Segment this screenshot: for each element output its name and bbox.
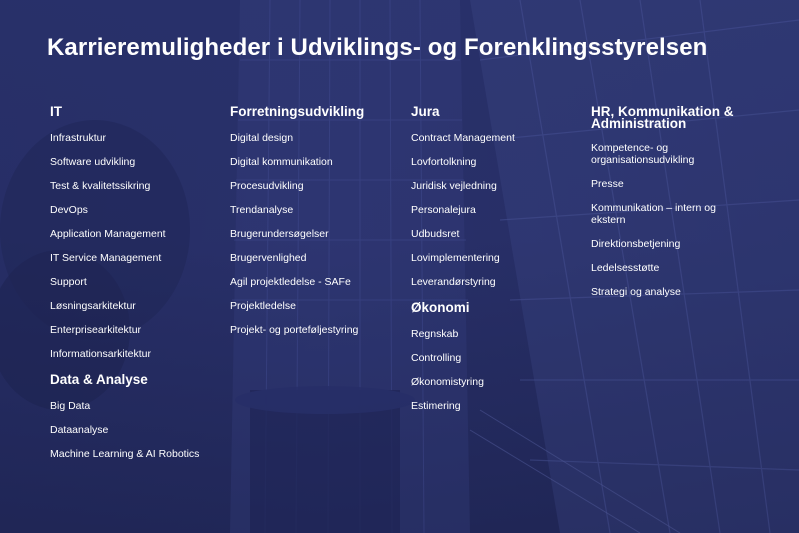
list-item: Machine Learning & AI Robotics — [50, 448, 200, 460]
list-item: Software udvikling — [50, 156, 136, 168]
list-item: Lovimplementering — [411, 252, 500, 264]
list-item: Infrastruktur — [50, 132, 107, 144]
list-item: Controlling — [411, 352, 462, 364]
list-item: Ledelsesstøtte — [591, 262, 660, 274]
list-item: Application Management — [50, 228, 166, 240]
section-heading-jura: Jura — [411, 104, 440, 119]
section-heading-forretningsudvikling: Forretningsudvikling — [230, 104, 365, 119]
list-it — [50, 132, 228, 360]
list-item: Kompetence- og organisationsudvikling — [591, 142, 695, 166]
list-forretningsudvikling — [230, 132, 408, 336]
list-item: Brugerundersøgelser — [230, 228, 329, 240]
list-item: Estimering — [411, 400, 461, 412]
section-heading-it: IT — [50, 104, 62, 119]
section-heading-oekonomi: Økonomi — [411, 300, 470, 315]
list-item: DevOps — [50, 204, 88, 216]
list-item: IT Service Management — [50, 252, 162, 264]
section-heading-data-analyse: Data & Analyse — [50, 372, 148, 387]
list-item: Test & kvalitetssikring — [50, 180, 151, 192]
list-data-analyse — [50, 400, 228, 460]
list-item: Projekt- og porteføljestyring — [230, 324, 359, 336]
list-oekonomi — [411, 328, 589, 412]
list-item: Brugervenlighed — [230, 252, 307, 264]
column-jura — [411, 106, 589, 424]
list-item: Økonomistyring — [411, 376, 484, 388]
list-item: Udbudsret — [411, 228, 460, 240]
list-item: Support — [50, 276, 87, 288]
list-item: Leverandørstyring — [411, 276, 496, 288]
list-hr — [591, 142, 751, 298]
list-item: Strategi og analyse — [591, 286, 681, 298]
list-item: Juridisk vejledning — [411, 180, 497, 192]
list-item: Projektledelse — [230, 300, 296, 312]
list-item: Big Data — [50, 400, 91, 412]
list-item: Informationsarkitektur — [50, 348, 151, 360]
list-item: Løsningsarkitektur — [50, 300, 136, 312]
list-item: Digital kommunikation — [230, 156, 333, 168]
column-forretningsudvikling — [230, 106, 408, 348]
list-item: Dataanalyse — [50, 424, 109, 436]
list-item: Direktionsbetjening — [591, 238, 681, 250]
page-title: Karrieremuligheder i Udviklings- og Forenklingsstyrelsen — [47, 34, 708, 61]
column-it — [50, 106, 228, 472]
list-item: Contract Management — [411, 132, 515, 144]
list-item: Trendanalyse — [230, 204, 294, 216]
list-item: Digital design — [230, 132, 294, 144]
list-item: Lovfortolkning — [411, 156, 477, 168]
list-item: Procesudvikling — [230, 180, 304, 192]
list-item: Agil projektledelse - SAFe — [230, 276, 351, 288]
list-item: Regnskab — [411, 328, 459, 340]
list-item: Kommunikation – intern og ekstern — [591, 202, 716, 226]
list-item: Presse — [591, 178, 624, 190]
section-heading-hr: HR, Kommunikation & Administration — [591, 104, 734, 131]
list-item: Personalejura — [411, 204, 476, 216]
list-item: Enterprisearkitektur — [50, 324, 142, 336]
list-jura — [411, 132, 589, 288]
column-hr — [591, 106, 751, 310]
